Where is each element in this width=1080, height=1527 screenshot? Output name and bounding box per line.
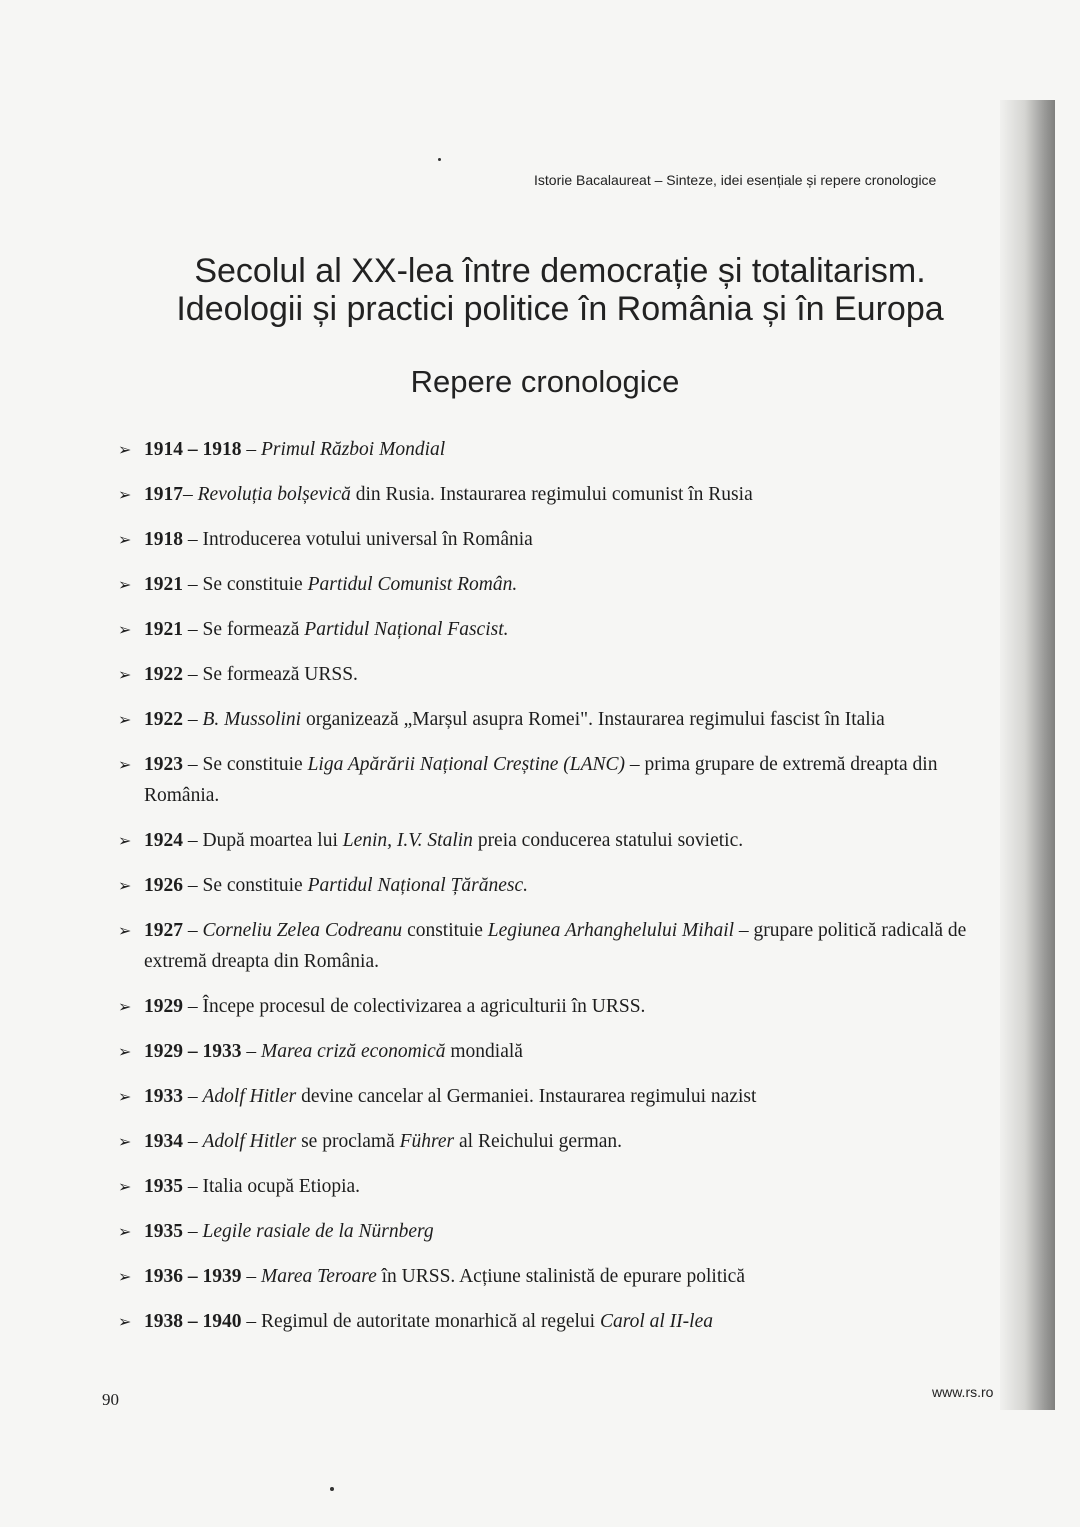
item-term: Legiunea Arhanghelului Mihail <box>487 920 735 941</box>
chronology-item <box>118 1126 1008 1157</box>
bullet-arrow-icon: ➢ <box>118 1312 132 1331</box>
item-year: 1921 <box>144 574 183 595</box>
item-year: 1929 – 1933 <box>144 1041 242 1062</box>
chronology-item <box>118 614 1008 645</box>
item-text: – Se constituie <box>183 754 308 775</box>
paper-speck <box>330 1487 334 1491</box>
item-term: B. Mussolini <box>202 709 302 730</box>
item-text: – <box>183 484 198 505</box>
item-text: constituie <box>402 920 488 941</box>
item-text: – <box>241 439 261 460</box>
chronology-item <box>118 1081 1008 1112</box>
chronology-item <box>118 1261 1008 1292</box>
bullet-arrow-icon: ➢ <box>118 1132 132 1151</box>
item-year: 1923 <box>144 754 183 775</box>
bullet-arrow-icon: ➢ <box>118 1042 132 1061</box>
bullet-arrow-icon: ➢ <box>118 620 132 639</box>
item-text: – grupare politică radicală de extremă dreapta din România. <box>144 920 967 972</box>
item-text: – Se formează <box>183 619 305 640</box>
bullet-arrow-icon: ➢ <box>118 876 132 895</box>
chronology-item <box>118 434 1008 465</box>
bullet-arrow-icon: ➢ <box>118 921 132 940</box>
item-term: Legile rasiale de la Nürnberg <box>202 1221 434 1242</box>
item-text: – <box>241 1266 261 1287</box>
chapter-title-line-2: Ideologii și practici politice în România și în Europa <box>176 290 944 328</box>
item-text: – Se constituie <box>183 875 308 896</box>
item-term: Führer <box>399 1131 455 1152</box>
chronology-item <box>118 825 1008 856</box>
chronology-item <box>118 749 1008 811</box>
item-text: – <box>183 1131 203 1152</box>
bullet-arrow-icon: ➢ <box>118 1267 132 1286</box>
item-text: – <box>183 1221 203 1242</box>
chronology-item <box>118 915 1008 977</box>
item-term: Liga Apărării Național Creștine (LANC) <box>307 754 626 775</box>
chapter-title-line-1: Secolul al XX-lea între democrație și totalitarism. <box>194 252 926 290</box>
bullet-arrow-icon: ➢ <box>118 530 132 549</box>
chronology-item <box>118 870 1008 901</box>
item-term: Adolf Hitler <box>202 1086 297 1107</box>
item-year: 1924 <box>144 830 183 851</box>
item-text: în URSS. Acțiune stalinistă de epurare politică <box>376 1266 745 1287</box>
item-year: 1927 <box>144 920 183 941</box>
item-year: 1926 <box>144 875 183 896</box>
chronology-item <box>118 991 1008 1022</box>
chronology-list <box>118 434 1008 1337</box>
chronology-item <box>118 659 1008 690</box>
item-year: 1935 <box>144 1221 183 1242</box>
item-text: – Regimul de autoritate monarhică al regelui <box>241 1311 600 1332</box>
item-term: Lenin, I.V. Stalin <box>342 830 473 851</box>
item-year: 1918 <box>144 529 183 550</box>
page-edge-shadow <box>1000 100 1055 1410</box>
item-term: Primul Război Mondial <box>261 439 446 460</box>
item-text: – <box>183 920 203 941</box>
item-text: – Se constituie <box>183 574 308 595</box>
bullet-arrow-icon: ➢ <box>118 485 132 504</box>
item-text: preia conducerea statului sovietic. <box>472 830 744 851</box>
item-year: 1914 – 1918 <box>144 439 242 460</box>
item-text: – Începe procesul de colectivizarea a agriculturii în URSS. <box>183 996 646 1017</box>
item-year: 1934 <box>144 1131 183 1152</box>
item-term: Partidul Național Fascist. <box>304 619 509 640</box>
item-year: 1935 <box>144 1176 183 1197</box>
item-text: din Rusia. Instaurarea regimului comunist în Rusia <box>350 484 753 505</box>
footer-url: www.rs.ro <box>932 1384 994 1400</box>
bullet-arrow-icon: ➢ <box>118 831 132 850</box>
item-year: 1922 <box>144 664 183 685</box>
bullet-arrow-icon: ➢ <box>118 575 132 594</box>
chronology-item <box>118 1306 1008 1337</box>
bullet-arrow-icon: ➢ <box>118 710 132 729</box>
item-term: Partidul Comunist Român. <box>307 574 518 595</box>
item-year: 1921 <box>144 619 183 640</box>
item-text: devine cancelar al Germaniei. Instaurarea regimului nazist <box>296 1086 757 1107</box>
item-text: – Introducerea votului universal în România <box>183 529 533 550</box>
item-text: – Italia ocupă Etiopia. <box>183 1176 361 1197</box>
chapter-title <box>160 252 960 328</box>
item-year: 1938 – 1940 <box>144 1311 242 1332</box>
item-text: – Se formează URSS. <box>183 664 358 685</box>
chronology-item <box>118 704 1008 735</box>
chronology-item <box>118 1036 1008 1067</box>
item-text: al Reichului german. <box>454 1131 623 1152</box>
item-text: – <box>183 1086 203 1107</box>
item-text: – prima grupare de extremă dreapta din România. <box>144 754 938 806</box>
item-text: – <box>241 1041 261 1062</box>
item-year: 1922 <box>144 709 183 730</box>
item-term: Revoluția bolșevică <box>197 484 351 505</box>
item-term: Marea Teroare <box>261 1266 377 1287</box>
item-text: – <box>183 709 203 730</box>
item-text: – După moartea lui <box>183 830 343 851</box>
section-title: Repere cronologice <box>410 364 680 399</box>
item-text: mondială <box>445 1041 523 1062</box>
page-number: 90 <box>102 1390 119 1409</box>
paper-speck <box>438 158 441 161</box>
bullet-arrow-icon: ➢ <box>118 997 132 1016</box>
item-term: Carol al II-lea <box>599 1311 713 1332</box>
item-term: Marea criză economică <box>261 1041 446 1062</box>
chronology-item <box>118 1171 1008 1202</box>
item-year: 1917 <box>144 484 183 505</box>
running-header: Istorie Bacalaureat – Sinteze, idei esențiale și repere cronologice <box>534 172 937 188</box>
bullet-arrow-icon: ➢ <box>118 1177 132 1196</box>
chronology-item <box>118 479 1008 510</box>
item-year: 1936 – 1939 <box>144 1266 242 1287</box>
item-text: se proclamă <box>296 1131 400 1152</box>
item-year: 1929 <box>144 996 183 1017</box>
chronology-item <box>118 524 1008 555</box>
bullet-arrow-icon: ➢ <box>118 440 132 459</box>
chronology-item <box>118 569 1008 600</box>
item-text: organizează „Marșul asupra Romei". Instaurarea regimului fascist în Italia <box>301 709 885 730</box>
item-term: Partidul Național Țărănesc. <box>307 875 529 896</box>
item-year: 1933 <box>144 1086 183 1107</box>
item-term: Corneliu Zelea Codreanu <box>202 920 403 941</box>
chronology-item <box>118 1216 1008 1247</box>
bullet-arrow-icon: ➢ <box>118 1222 132 1241</box>
item-term: Adolf Hitler <box>202 1131 297 1152</box>
bullet-arrow-icon: ➢ <box>118 1087 132 1106</box>
bullet-arrow-icon: ➢ <box>118 665 132 684</box>
bullet-arrow-icon: ➢ <box>118 755 132 774</box>
